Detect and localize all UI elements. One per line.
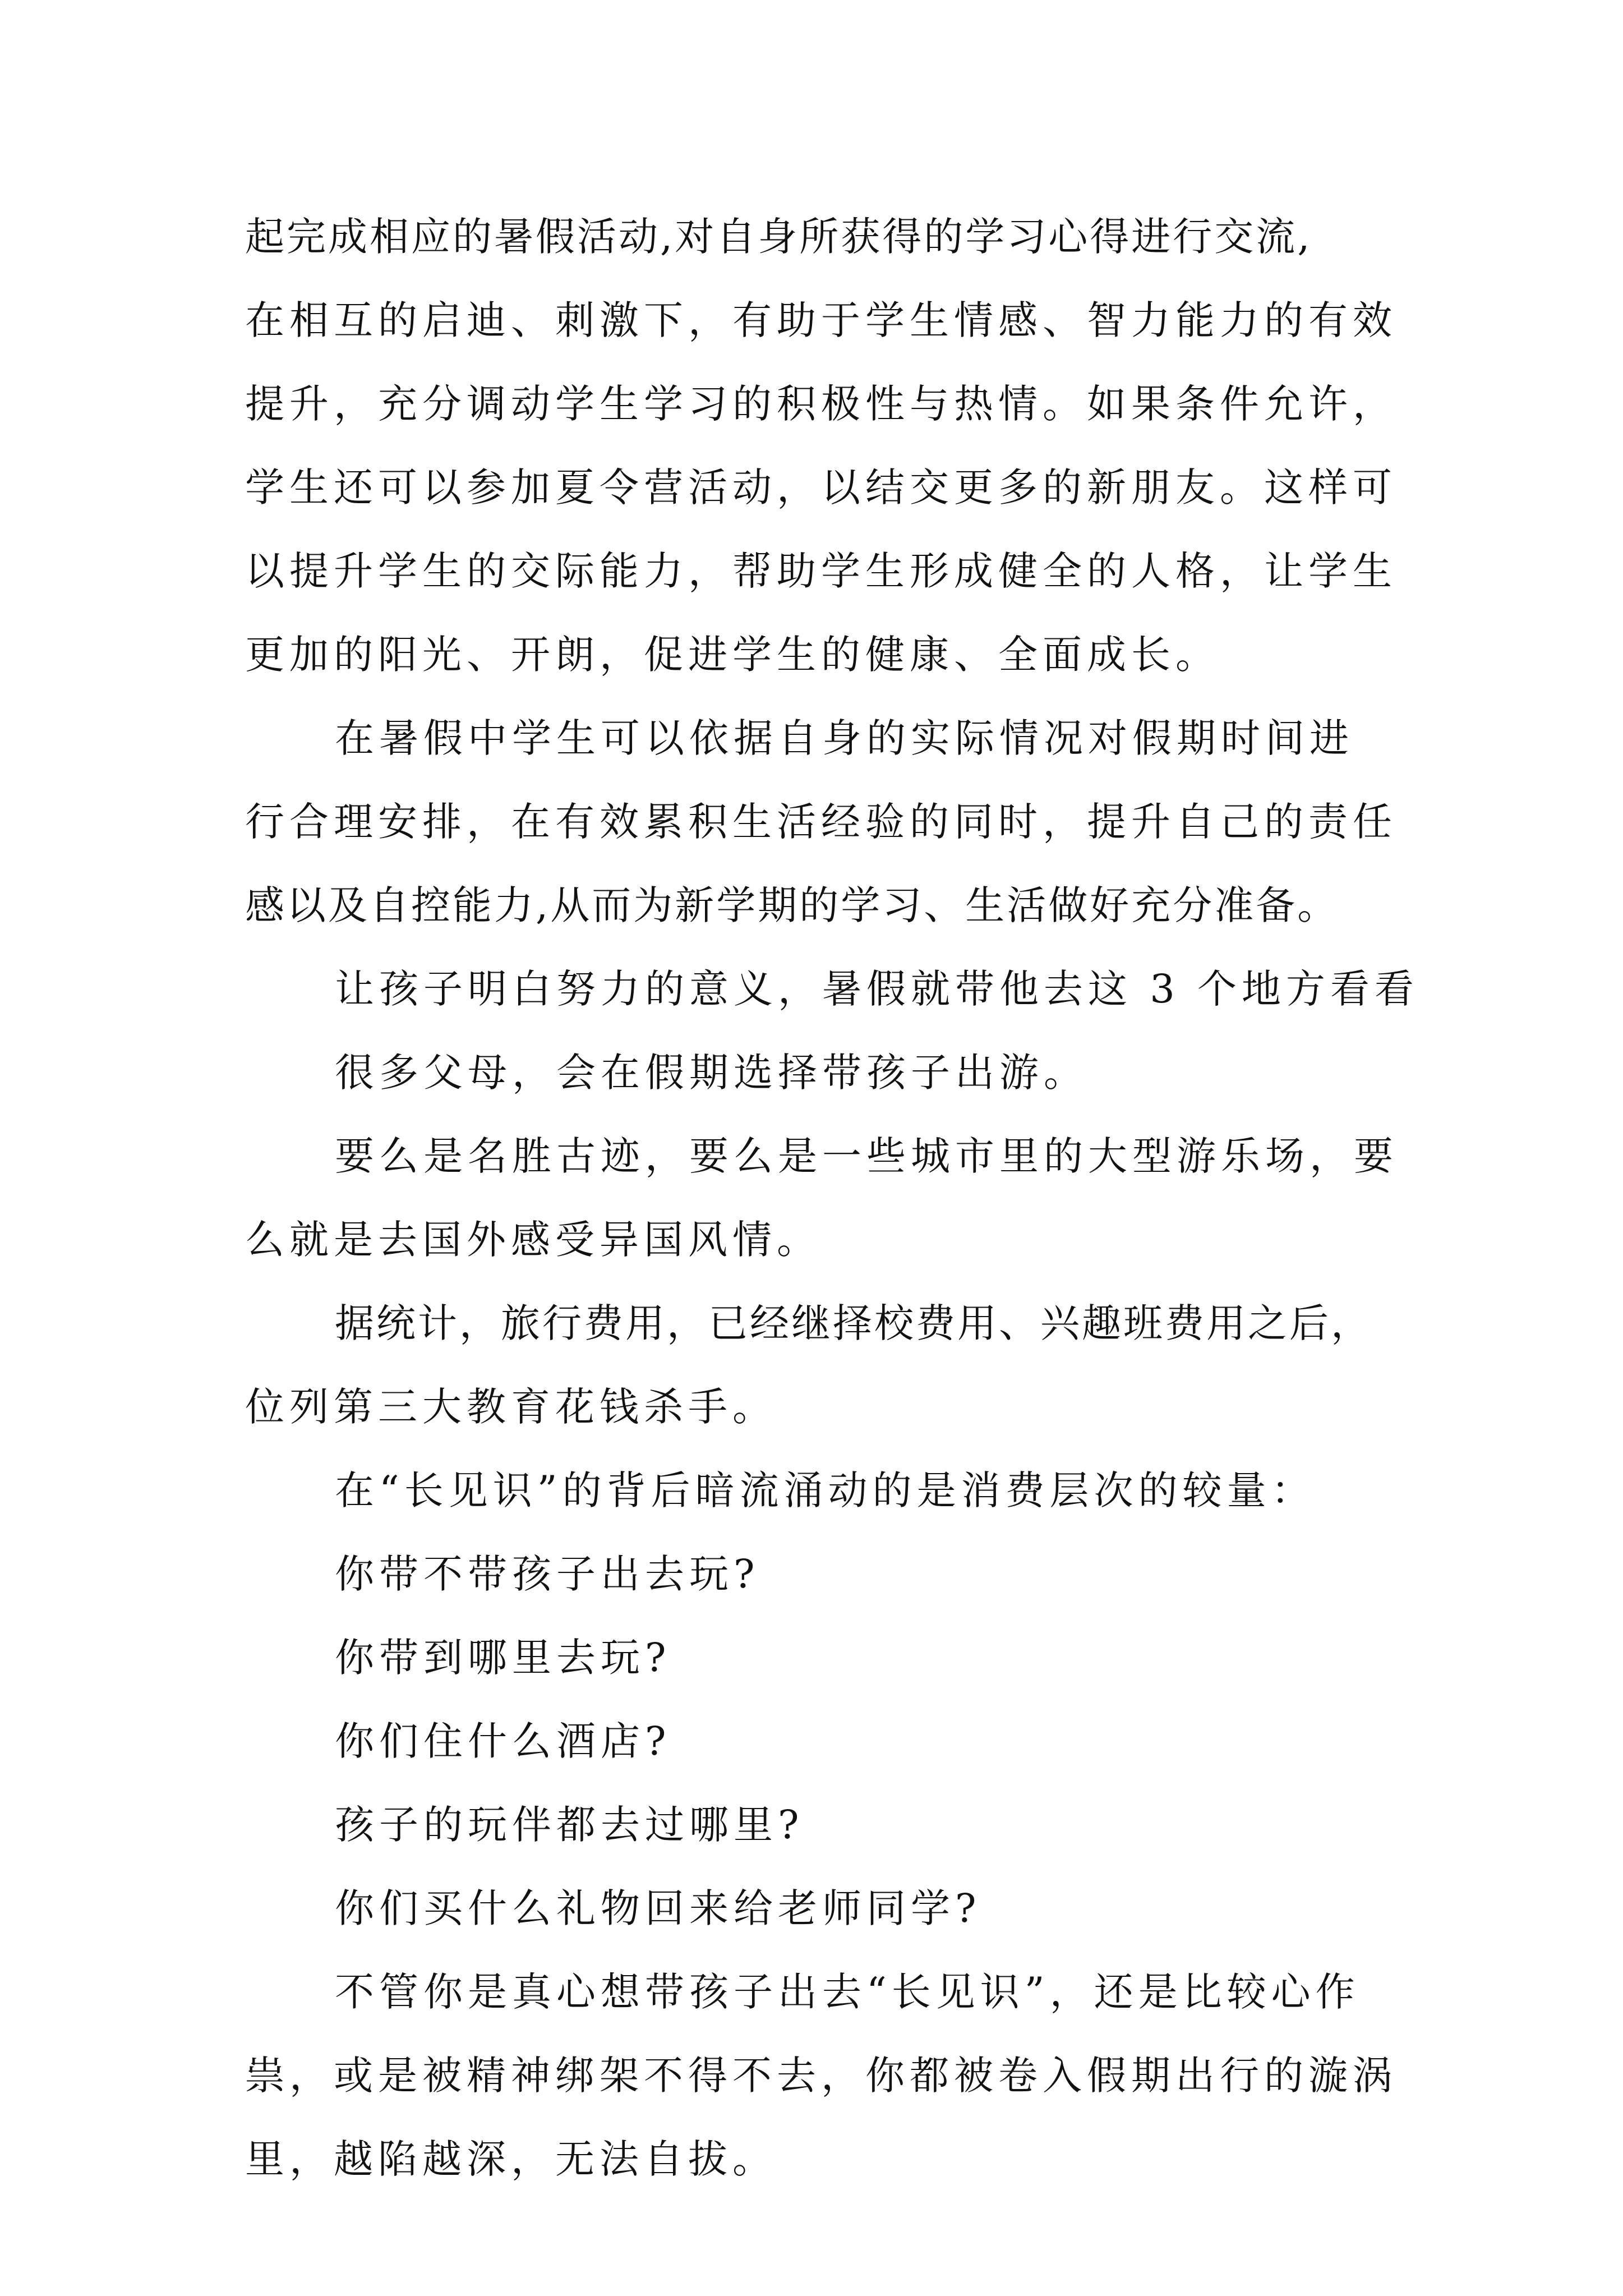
text-line-20: 孩子的玩伴都去过哪里?	[335, 1802, 804, 1848]
body-text	[245, 195, 1419, 2201]
text-line-21: 你们买什么礼物回来给老师同学?	[335, 1885, 981, 1931]
text-line-5: 以提升学生的交际能力，帮助学生形成健全的人格，让学生	[245, 548, 1397, 594]
text-line-6: 更加的阳光、开朗，促进学生的健康、全面成长。	[245, 632, 1220, 678]
text-line-3: 提升，充分调动学生学习的积极性与热情。如果条件允许，	[245, 381, 1397, 427]
text-line-4: 学生还可以参加夏令营活动，以结交更多的新朋友。这样可	[245, 464, 1397, 510]
text-line-18: 你带到哪里去玩?	[335, 1635, 671, 1681]
text-line-16: 在“长见识”的背后暗流涌动的是消费层次的较量：	[335, 1467, 1316, 1513]
text-line-23: 祟，或是被精神绑架不得不去，你都被卷入假期出行的漩涡	[245, 2053, 1397, 2099]
text-line-2: 在相互的启迪、刺激下，有助于学生情感、智力能力的有效	[245, 297, 1397, 343]
text-line-24: 里，越陷越深，无法自拔。	[245, 2136, 777, 2182]
text-line-8: 行合理安排，在有效累积生活经验的同时，提升自己的责任	[245, 799, 1397, 845]
text-line-22: 不管你是真心想带孩子出去“长见识”，还是比较心作	[335, 1969, 1360, 2015]
text-line-13: 么就是去国外感受异国风情。	[245, 1217, 821, 1263]
text-line-11: 很多父母，会在假期选择带孩子出游。	[335, 1050, 1088, 1096]
text-line-17: 你带不带孩子出去玩?	[335, 1551, 760, 1597]
text-line-12: 要么是名胜古迹，要么是一些城市里的大型游乐场，要	[335, 1133, 1398, 1179]
text-line-9: 感以及自控能力,从而为新学期的学习、生活做好充分准备。	[245, 882, 1339, 928]
text-line-14: 据统计，旅行费用，已经继择校费用、兴趣班费用之后，	[335, 1300, 1372, 1346]
text-line-19: 你们住什么酒店?	[335, 1718, 671, 1764]
text-line-1: 起完成相应的暑假活动,对自身所获得的学习心得进行交流,	[245, 214, 1312, 260]
text-line-10: 让孩子明白努力的意义，暑假就带他去这 3 个地方看看	[335, 966, 1419, 1012]
text-line-15: 位列第三大教育花钱杀手。	[245, 1384, 777, 1430]
text-line-7: 在暑假中学生可以依据自身的实际情况对假期时间进	[335, 715, 1354, 761]
